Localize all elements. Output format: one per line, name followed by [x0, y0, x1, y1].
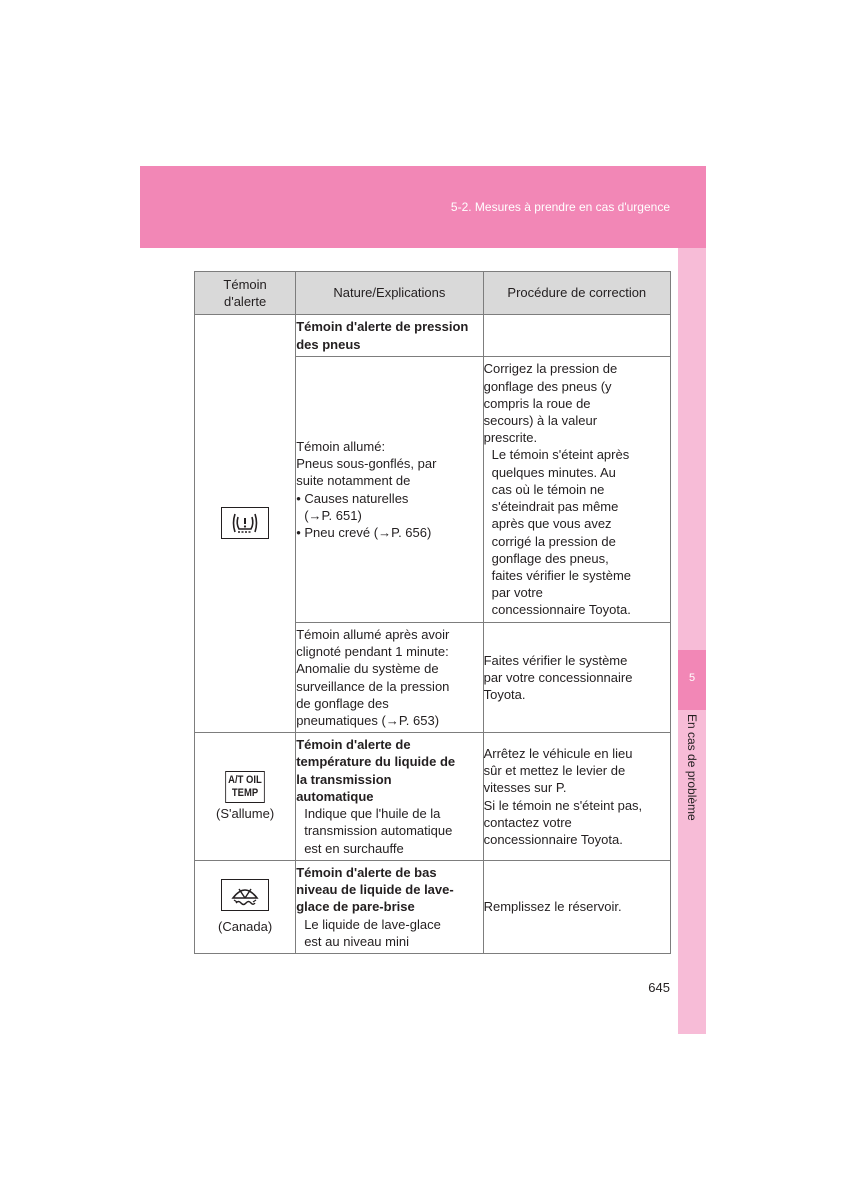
transmission-icon-cell	[195, 733, 296, 861]
header-correction: Procédure de correction	[483, 272, 670, 315]
tire-lit-nature: Témoin allumé: Pneus sous-gonflés, par suite notamment de • Causes naturelles (→P. 651) • Pneu crevé (→P. 656)	[296, 357, 483, 623]
chapter-label: En cas de problème	[685, 714, 699, 821]
transmission-caption: (S'allume)	[216, 805, 275, 821]
chapter-tab	[678, 650, 706, 710]
tire-pressure-warning-icon	[221, 507, 269, 539]
tire-pressure-title: Témoin d'alerte de pression des pneus	[296, 315, 483, 357]
washer-icon-cell	[195, 861, 296, 954]
table-header-row	[195, 272, 671, 315]
washer-nature: Témoin d'alerte de bas niveau de liquide de lave- glace de pare-brise Le liquide de lave-glace est au niveau mini	[296, 861, 483, 954]
washer-fluid-warning-icon	[221, 879, 269, 911]
table-row	[195, 861, 671, 954]
tire-flash-correction: Faites vérifier le système par votre concessionnaire Toyota.	[483, 623, 670, 733]
washer-caption: (Canada)	[218, 918, 273, 934]
at-oil-temp-warning-icon: A/T OIL TEMP	[225, 771, 265, 803]
tire-flash-nature: Témoin allumé après avoir clignoté pendant 1 minute: Anomalie du système de surveillance de la pression de gonflage des pneumatiques (→P. 653)	[296, 623, 483, 733]
page-number: 645	[648, 980, 670, 995]
transmission-nature: Témoin d'alerte de température du liquide de la transmission automatique Indique que l'huile de la transmission automatique est en surchauffe	[296, 733, 483, 861]
tire-pressure-title-empty	[483, 315, 670, 357]
header-nature: Nature/Explications	[296, 272, 483, 315]
side-strip	[678, 248, 706, 1034]
table-row	[195, 315, 671, 357]
tire-lit-correction: Corrigez la pression de gonflage des pneus (y compris la roue de secours) à la valeur prescrite. Le témoin s'éteint après quelques minutes. Au cas où le témoin ne s'éteindrait pas même après que vous avez corrigé la pression de gonflage des pneus, faites vérifier le système par votre concessionnaire Toyota.	[483, 357, 670, 623]
warning-lights-table	[194, 271, 671, 954]
chapter-number: 5	[688, 672, 696, 684]
table-row	[195, 733, 671, 861]
washer-correction: Remplissez le réservoir.	[483, 861, 670, 954]
tire-pressure-icon-cell	[195, 315, 296, 733]
header-warning-light: Témoin d'alerte	[195, 272, 296, 315]
header-band	[140, 166, 706, 248]
section-title: 5-2. Mesures à prendre en cas d'urgence	[450, 200, 670, 214]
transmission-correction: Arrêtez le véhicule en lieu sûr et mettez le levier de vitesses sur P. Si le témoin ne s'éteint pas, contactez votre concessionnaire Toyota.	[483, 733, 670, 861]
